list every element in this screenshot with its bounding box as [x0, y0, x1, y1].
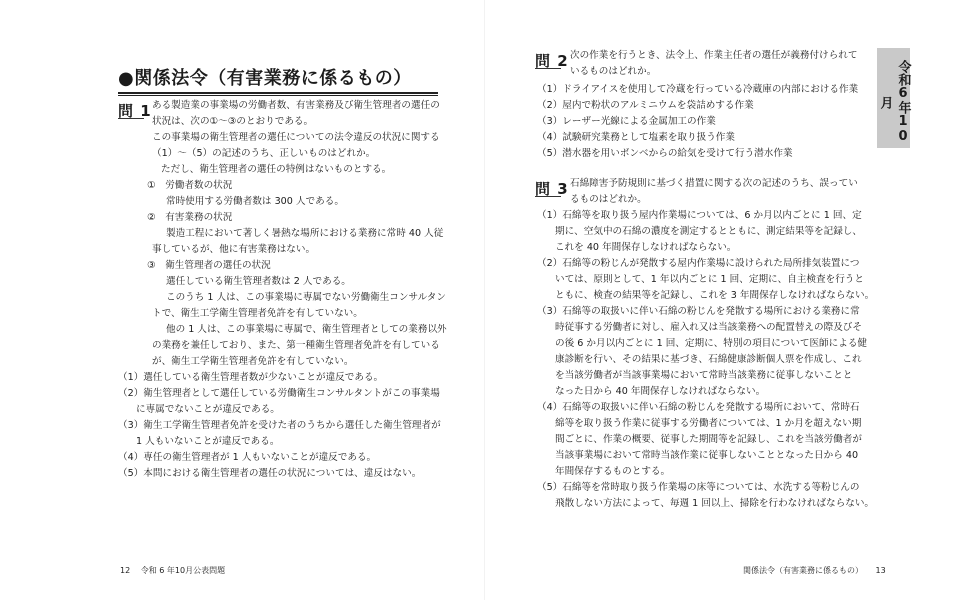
- section-title: ●関係法令（有害業務に係るもの）: [118, 68, 412, 89]
- q2-line: 次の作業を行うとき、法令上、作業主任者の選任が義務付けられて: [570, 50, 858, 61]
- left-footer: [120, 565, 225, 576]
- q1-choice-continued: に専属でないことが違反である。: [136, 404, 280, 415]
- q2-choice: （4）試験研究業務として塩素を取り扱う作業: [537, 132, 735, 143]
- q1-condition-heading: ① 労働者数の状況: [147, 180, 233, 191]
- question-2-label-rule: [535, 68, 561, 69]
- q3-choice-continued: 期に、空気中の石綿の濃度を測定するとともに、測定結果等を記録し、: [555, 226, 862, 237]
- left-footer-text: 令和 6 年10月公表問題: [140, 566, 226, 575]
- q3-choice-continued: いては、原則として、1 年以内ごとに 1 回、定期に、自主検査を行うと: [555, 274, 864, 285]
- q1-line: 他の 1 人は、この事業場に専属で、衛生管理者としての業務以外: [166, 324, 447, 335]
- q3-choice-continued: 時従事する労働者に対し、雇入れ又は当該業務への配置替えの際及びそ: [555, 322, 862, 333]
- q1-choice: （2）衛生管理者として選任している労働衛生コンサルタントがこの事業場: [118, 388, 440, 399]
- q3-choice-continued: を当該労働者が当該事業場において常時当該業務に従事しないことと: [555, 370, 853, 381]
- q3-choice: （5）石綿等を常時取り扱う作業場の床等については、水洗する等粉じんの: [537, 482, 860, 493]
- q3-choice-continued: なった日から 40 年間保存しなければならない。: [555, 386, 766, 397]
- q3-choice-continued: 飛散しない方法によって、毎週 1 回以上、掃除を行わなければならない。: [555, 498, 875, 509]
- q1-line: が、衛生工学衛生管理者免許を有していない。: [152, 356, 354, 367]
- q2-choice: （3）レーザー光線による金属加工の作業: [537, 116, 716, 127]
- q1-line: 選任している衛生管理者数は 2 人である。: [166, 276, 351, 287]
- q3-choice-continued: 当該事業場において常時当該作業に従事しないこととなった日から 40: [555, 450, 859, 461]
- q2-choice: （1）ドライアイスを使用して冷蔵を行っている冷蔵庫の内部における作業: [537, 84, 859, 95]
- q2-choice: （2）屋内で粉状のアルミニウムを袋詰めする作業: [537, 100, 754, 111]
- q1-line: トで、衛生工学衛生管理者免許を有していない。: [152, 308, 363, 319]
- q1-condition-heading: ③ 衛生管理者の選任の状況: [147, 260, 271, 271]
- question-2-label: 問 2: [535, 52, 569, 70]
- q1-choice: （3）衛生工学衛生管理者免許を受けた者のうちから選任した衛生管理者が: [118, 420, 441, 431]
- question-1-label-rule: [118, 118, 144, 119]
- q1-condition-heading: ② 有害業務の状況: [147, 212, 233, 223]
- question-1-label: 問 1: [118, 102, 152, 120]
- right-footer-text: 関係法令（有害業務に係るもの）: [743, 566, 863, 575]
- q3-choice-continued: ともに、検査の結果等を記録し、これを 3 年間保存しなければならない。: [555, 290, 875, 301]
- q3-choice-continued: 康診断を行い、その結果に基づき、石綿健康診断個人票を作成し、これ: [555, 354, 862, 365]
- q1-line: の業務を兼任しており、また、第一種衛生管理者免許を有している: [152, 340, 440, 351]
- q1-choice: （1）選任している衛生管理者数が少ないことが違反である。: [118, 372, 384, 383]
- q3-choice: （2）石綿等の粉じんが発散する屋内作業場に設けられた局所排気装置につ: [537, 258, 860, 269]
- q3-choice: （1）石綿等を取り扱う屋内作業場については、6 か月以内ごとに 1 回、定: [537, 210, 862, 221]
- q1-line: 常時使用する労働者数は 300 人である。: [166, 196, 344, 207]
- q1-line: 状況は、次の①～③のとおりである。: [152, 116, 314, 127]
- right-footer: [743, 565, 886, 576]
- q1-line: このうち 1 人は、この事業場に専属でない労働衛生コンサルタン: [166, 292, 446, 303]
- q3-choice-continued: 綿等を取り扱う作業に従事する労働者については、1 か月を超えない期: [555, 418, 862, 429]
- q1-line: （1）～（5）の記述のうち、正しいものはどれか。: [152, 148, 376, 159]
- question-3-label-rule: [535, 196, 561, 197]
- q3-choice-continued: 間ごとに、作業の概要、従事した期間等を記録し、これを当該労働者が: [555, 434, 862, 445]
- q1-line: 事しているが、他に有害業務はない。: [152, 244, 316, 255]
- q1-choice: （4）専任の衛生管理者が 1 人もいないことが違反である。: [118, 452, 377, 463]
- q2-line: いるものはどれか。: [570, 66, 657, 77]
- left-page-number: 12: [120, 566, 131, 575]
- q1-choice-continued: 1 人もいないことが違反である。: [136, 436, 280, 447]
- q3-choice: （4）石綿等の取扱いに伴い石綿の粉じんを発散する場所において、常時石: [537, 402, 860, 413]
- q3-choice: （3）石綿等の取扱いに伴い石綿の粉じんを発散する場所における業務に常: [537, 306, 860, 317]
- q3-choice-continued: の後 6 か月以内ごとに 1 回、定期に、特別の項目について医師による健: [555, 338, 868, 349]
- q3-line: 石綿障害予防規則に基づく措置に関する次の記述のうち、誤ってい: [570, 178, 858, 189]
- q1-line: ある製造業の事業場の労働者数、有害業務及び衛生管理者の選任の: [152, 100, 440, 111]
- q1-line: 製造工程において著しく暑熱な場所における業務に常時 40 人従: [166, 228, 444, 239]
- q3-line: るものはどれか。: [570, 194, 647, 205]
- q3-choice-continued: 年間保存するものとする。: [555, 466, 671, 477]
- question-3-label: 問 3: [535, 180, 569, 198]
- side-tab: [877, 48, 910, 148]
- right-page-number: 13: [875, 566, 886, 575]
- q1-choice: （5）本問における衛生管理者の選任の状況については、違反はない。: [118, 468, 422, 479]
- side-tab-label: 令和6年10月: [877, 60, 911, 144]
- q1-line: ただし、衛生管理者の選任の特例はないものとする。: [161, 164, 392, 175]
- q2-choice: （5）潜水器を用いボンベからの給気を受けて行う潜水作業: [537, 148, 793, 159]
- q1-line: この事業場の衛生管理者の選任についての法令違反の状況に関する: [152, 132, 440, 143]
- section-title-underline: [118, 92, 438, 96]
- q3-choice-continued: これを 40 年間保存しなければならない。: [555, 242, 737, 253]
